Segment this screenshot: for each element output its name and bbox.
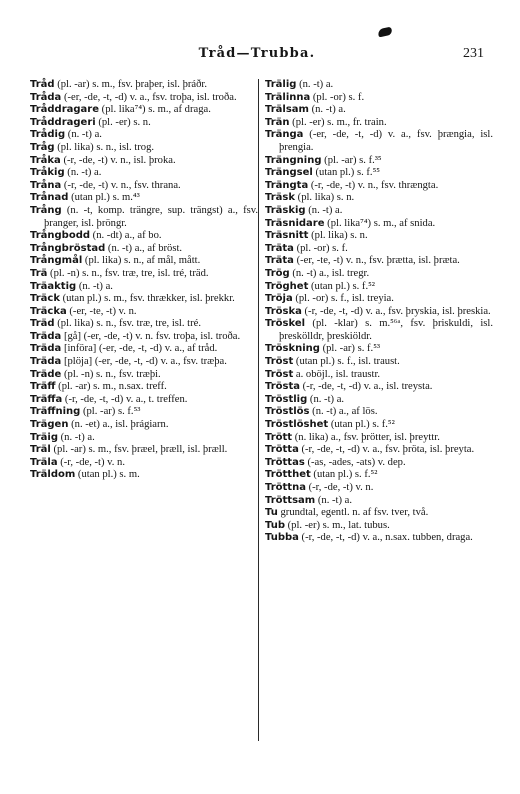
dictionary-entry	[265, 167, 493, 180]
entry-headword: Tröstlös	[265, 406, 310, 418]
entry-definition: (pl. -n) s. n., fsv. træ, tre, isl. tré, träd.	[47, 267, 209, 279]
entry-definition: (-r, -de, -t, -d) v. a., fsv. þryskia, isl. þreskia.	[301, 305, 491, 317]
dictionary-entry	[30, 306, 258, 319]
entry-definition: (pl. -ar) s. m., n.sax. treff.	[55, 381, 167, 393]
entry-headword: Träl	[30, 444, 51, 456]
dictionary-entry	[30, 331, 258, 344]
dictionary-entry	[30, 180, 258, 193]
entry-headword: Tröja	[265, 293, 293, 305]
entry-headword: Tråd	[30, 79, 55, 90]
entry-headword: Tröskel	[265, 318, 306, 330]
entry-definition: (pl. -ar) s. f.⁵³	[319, 343, 381, 355]
dictionary-entry	[265, 495, 493, 508]
entry-headword: Trälinna	[265, 91, 311, 103]
entry-definition: (-er, -te, -t) v. n.	[66, 305, 137, 317]
entry-definition: (utan pl.) s. f.⁵²	[310, 469, 378, 481]
dictionary-entry	[265, 419, 493, 432]
entry-definition: (utan pl.) s. m., fsv. thrækker, isl. þrekkr.	[59, 293, 235, 305]
entry-definition: (pl. -klar) s. m.⁵⁶ᵃ, fsv. þriskuldi, isl. þreskölldr, þreskiöldr.	[279, 318, 493, 342]
dictionary-entry	[30, 356, 258, 369]
entry-definition: (pl. lika) s. n., af mål, mått.	[82, 255, 201, 267]
right-column	[265, 79, 493, 545]
entry-definition: (-er, -de, -t, -d) v. a., fsv. þrængia, isl. þrengia.	[279, 129, 493, 153]
dictionary-entry	[30, 243, 258, 256]
entry-headword: Tråkig	[30, 167, 65, 179]
entry-definition: (-as, -ades, -ats) v. dep.	[304, 456, 406, 468]
dictionary-entry	[30, 117, 258, 130]
entry-definition: (-r, -de, -t, -d) v. a., isl. treysta.	[300, 381, 433, 393]
entry-headword: Träd	[30, 318, 55, 330]
entry-headword: Tränga	[265, 129, 304, 141]
entry-definition: (pl. lika) s. n.	[308, 230, 368, 242]
entry-headword: Tråddrageri	[30, 116, 96, 128]
entry-definition: [gå] (-er, -de, -t) v. n. fsv. troþa, isl. troða.	[61, 330, 241, 342]
page-header	[30, 46, 484, 66]
entry-headword: Träffa	[30, 393, 63, 405]
dictionary-entry	[265, 381, 493, 394]
entry-definition: (pl. -or) s. f.	[293, 242, 348, 254]
entry-definition: (n. -t) a.	[58, 431, 95, 443]
dictionary-entry	[30, 255, 258, 268]
entry-headword: Träsnidare	[265, 217, 325, 229]
entry-headword: Tråg	[30, 141, 55, 153]
dictionary-entry	[265, 507, 493, 520]
dictionary-entry	[30, 79, 258, 92]
dictionary-entry	[30, 167, 258, 180]
dictionary-entry	[30, 205, 258, 230]
entry-headword: Träldom	[30, 469, 76, 481]
entry-definition: (-r, -de, -t) v. n., fsv. thrana.	[61, 179, 181, 191]
entry-definition: (pl. -er) s. m., lat. tubus.	[285, 519, 390, 531]
entry-definition: (-r, -de, -t, -d) v. a., n.sax. tubben, draga.	[298, 532, 473, 544]
entry-definition: [införa] (-er, -de, -t, -d) v. a., af tråd.	[61, 343, 218, 355]
entry-headword: Trängning	[265, 154, 322, 166]
dictionary-entry	[265, 343, 493, 356]
entry-definition: (-r, -de, -t) v. n.	[305, 482, 374, 493]
running-head: Tråd—Trubba.	[198, 46, 316, 61]
entry-definition: (pl. -ar) s. f.⁵³	[80, 406, 141, 418]
dictionary-entry	[30, 92, 258, 105]
entry-definition: (n. -t) a.	[76, 280, 113, 292]
entry-headword: Trött	[265, 431, 293, 443]
entry-definition: (utan pl.) s. m.⁴³	[68, 192, 140, 204]
entry-definition: (-r, -de, -t, -d) v. a., t. treffen.	[62, 393, 188, 405]
dictionary-entry	[265, 318, 493, 343]
entry-headword: Trötthet	[265, 469, 311, 481]
entry-headword: Träffning	[30, 406, 81, 418]
entry-headword: Tubba	[265, 532, 299, 544]
entry-headword: Träde	[30, 368, 62, 380]
entry-headword: Trångbodd	[30, 230, 91, 242]
entry-definition: (-er, -te, -t) v. n., fsv. þrætta, isl. þræta.	[293, 255, 460, 267]
entry-headword: Trång	[30, 204, 62, 216]
entry-headword: Tröttas	[265, 456, 305, 468]
entry-definition: (n. -t, komp. trängre, sup. trängst) a., fsv. þranger, isl. þröngr.	[44, 204, 258, 229]
entry-headword: Tråka	[30, 154, 61, 166]
dictionary-entry	[30, 268, 258, 281]
entry-headword: Träsnitt	[265, 230, 309, 242]
entry-headword: Trötta	[265, 444, 299, 456]
entry-headword: Tröstlig	[265, 393, 308, 405]
entry-definition: (n. -t) a., af lös.	[309, 406, 378, 418]
dictionary-entry	[265, 155, 493, 168]
entry-definition: (n. -t) a.	[308, 104, 346, 116]
page-number: 231	[463, 46, 484, 61]
entry-definition: (pl. -ar) s. f.³⁵	[321, 154, 382, 166]
entry-definition: (pl. -ar) s. m., fsv. þraþer, isl. þráðr.	[54, 79, 208, 90]
entry-headword: Träcka	[30, 305, 67, 317]
entry-definition: (utan pl.) s. m.	[75, 469, 140, 481]
dictionary-entry	[265, 432, 493, 445]
entry-definition: (n. lika) a., fsv. þrötter, isl. þreyttr.	[292, 431, 440, 443]
entry-headword: Tröghet	[265, 280, 309, 292]
dictionary-entry	[30, 469, 258, 482]
entry-headword: Tu	[265, 507, 278, 519]
dictionary-entry	[265, 306, 493, 319]
dictionary-entry	[30, 281, 258, 294]
entry-headword: Träaktig	[30, 280, 77, 292]
entry-headword: Träda	[30, 343, 62, 355]
entry-definition: (n. -dt) a., af bo.	[90, 230, 162, 242]
dictionary-entry	[30, 142, 258, 155]
entry-definition: (pl. lika) s. n.	[295, 192, 355, 204]
dictionary-entry	[265, 117, 493, 130]
entry-definition: (n. -t) a.	[65, 129, 102, 141]
entry-headword: Trä	[30, 267, 48, 279]
entry-headword: Tröskning	[265, 343, 320, 355]
dictionary-entry	[30, 369, 258, 382]
entry-headword: Träskig	[265, 204, 306, 216]
entry-headword: Tröst	[265, 368, 294, 380]
dictionary-entry	[30, 432, 258, 445]
entry-definition: (-er, -de, -t, -d) v. a., fsv. troþa, isl. troða.	[61, 91, 237, 103]
entry-headword: Tråddragare	[30, 104, 100, 116]
entry-headword: Trälsam	[265, 104, 309, 116]
entry-headword: Trän	[265, 116, 290, 128]
entry-headword: Tröstlöshet	[265, 419, 329, 431]
entry-definition: (pl. lika⁷⁴) s. m., af snida.	[324, 217, 436, 229]
entry-headword: Trängta	[265, 179, 309, 191]
dictionary-entry	[30, 419, 258, 432]
entry-definition: (pl. lika) s. n., fsv. træ, tre, isl. tré.	[54, 318, 201, 330]
dictionary-entry	[30, 104, 258, 117]
dictionary-entry	[30, 230, 258, 243]
entry-definition: (-r, -de, -t) v. n., fsv. thrængta.	[308, 179, 439, 191]
dictionary-entry	[265, 180, 493, 193]
dictionary-entry	[265, 369, 493, 382]
entry-definition: grundtal, egentl. n. af fsv. tver, två.	[277, 507, 429, 519]
entry-definition: (pl. lika) s. n., isl. trog.	[54, 141, 155, 153]
dictionary-entry	[30, 457, 258, 470]
dictionary-entry	[265, 394, 493, 407]
entry-definition: (pl. lika⁷⁴) s. m., af draga.	[99, 104, 211, 116]
entry-definition: (pl. -er) s. n.	[95, 116, 151, 128]
dictionary-entry	[30, 318, 258, 331]
entry-definition: (n. -t) a., af bröst.	[105, 242, 183, 254]
dictionary-entry	[265, 268, 493, 281]
entry-headword: Trångbröstad	[30, 242, 106, 254]
entry-definition: (pl. -n) s. n., fsv. træþi.	[61, 368, 161, 380]
entry-headword: Tub	[265, 519, 285, 531]
dictionary-entry	[30, 343, 258, 356]
entry-headword: Trälig	[265, 79, 297, 90]
dictionary-entry	[30, 444, 258, 457]
entry-headword: Trånad	[30, 192, 69, 204]
entry-headword: Tröst	[265, 356, 294, 368]
entry-headword: Träda	[30, 356, 62, 368]
entry-headword: Trådig	[30, 129, 66, 141]
dictionary-entry	[30, 406, 258, 419]
dictionary-entry	[30, 394, 258, 407]
dictionary-entry	[265, 205, 493, 218]
entry-headword: Trög	[265, 267, 290, 279]
dictionary-entry	[30, 192, 258, 205]
dictionary-entry	[265, 192, 493, 205]
entry-headword: Träsk	[265, 192, 296, 204]
entry-definition: (utan pl.) s. f.⁵⁵	[312, 167, 380, 179]
entry-headword: Träda	[30, 330, 62, 342]
dictionary-entry	[265, 444, 493, 457]
dictionary-entry	[265, 457, 493, 470]
dictionary-entry	[265, 104, 493, 117]
dictionary-entry	[30, 381, 258, 394]
entry-definition: (pl. -or) s. f., isl. treyia.	[292, 293, 394, 305]
dictionary-entry	[265, 406, 493, 419]
dictionary-entry	[265, 532, 493, 545]
entry-definition: [plöja] (-er, -de, -t, -d) v. a., fsv. træþa.	[61, 356, 227, 368]
entry-definition: (-r, -de, -t) v. n., isl. þroka.	[60, 154, 176, 166]
dictionary-entry	[265, 218, 493, 231]
dictionary-entry	[265, 79, 493, 92]
entry-definition: (n. -t) a.	[305, 204, 343, 216]
column-divider	[258, 79, 259, 741]
dictionary-entry	[265, 243, 493, 256]
entry-headword: Träla	[30, 456, 58, 468]
dictionary-entry	[30, 155, 258, 168]
entry-headword: Träck	[30, 293, 60, 305]
entry-headword: Tråna	[30, 179, 62, 191]
entry-headword: Tröska	[265, 305, 302, 317]
entry-definition: (n. -t) a., isl. tregr.	[289, 267, 370, 279]
entry-headword: Tråda	[30, 91, 62, 103]
entry-headword: Trägen	[30, 419, 69, 431]
left-column	[30, 79, 258, 482]
entry-headword: Trängsel	[265, 167, 313, 179]
entry-definition: (-r, -de, -t) v. n.	[57, 456, 126, 468]
dictionary-entry	[265, 293, 493, 306]
entry-definition: (utan pl.) s. f.⁵²	[328, 419, 395, 431]
entry-definition: (n. -t) a.	[296, 79, 334, 90]
dictionary-entry	[265, 230, 493, 243]
dictionary-entry	[265, 92, 493, 105]
dictionary-entry	[265, 281, 493, 294]
entry-headword: Tröttna	[265, 482, 306, 493]
dictionary-entry	[30, 129, 258, 142]
dictionary-entry	[265, 469, 493, 482]
entry-definition: (n. -et) a., isl. þrágiarn.	[68, 419, 169, 431]
entry-headword: Trösta	[265, 381, 301, 393]
entry-headword: Träta	[265, 242, 294, 254]
ink-blot	[377, 27, 392, 38]
entry-definition: (pl. -er) s. m., fr. train.	[289, 116, 387, 128]
dictionary-entry	[265, 356, 493, 369]
entry-headword: Tröttsam	[265, 494, 316, 506]
entry-headword: Trångmål	[30, 255, 83, 267]
dictionary-entry	[265, 129, 493, 154]
entry-headword: Träig	[30, 431, 58, 443]
dictionary-entry	[265, 520, 493, 533]
entry-definition: (utan pl.) s. f.⁵²	[308, 280, 375, 292]
entry-definition: (pl. -or) s. f.	[310, 91, 365, 103]
entry-definition: (n. -t) a.	[315, 494, 352, 506]
dictionary-entry	[265, 482, 493, 495]
dictionary-entry	[265, 255, 493, 268]
entry-definition: a. oböjl., isl. traustr.	[293, 368, 381, 380]
entry-headword: Träta	[265, 255, 294, 267]
entry-definition: (n. -t) a.	[307, 393, 345, 405]
entry-definition: (-r, -de, -t, -d) v. a., fsv. þröta, isl. þreyta.	[298, 444, 475, 456]
dictionary-entry	[30, 293, 258, 306]
entry-definition: (pl. -ar) s. m., fsv. þræel, þræll, isl. þræll.	[50, 444, 228, 456]
entry-definition: (n. -t) a.	[64, 167, 102, 179]
entry-definition: (utan pl.) s. f., isl. traust.	[293, 356, 400, 368]
entry-headword: Träff	[30, 381, 56, 393]
